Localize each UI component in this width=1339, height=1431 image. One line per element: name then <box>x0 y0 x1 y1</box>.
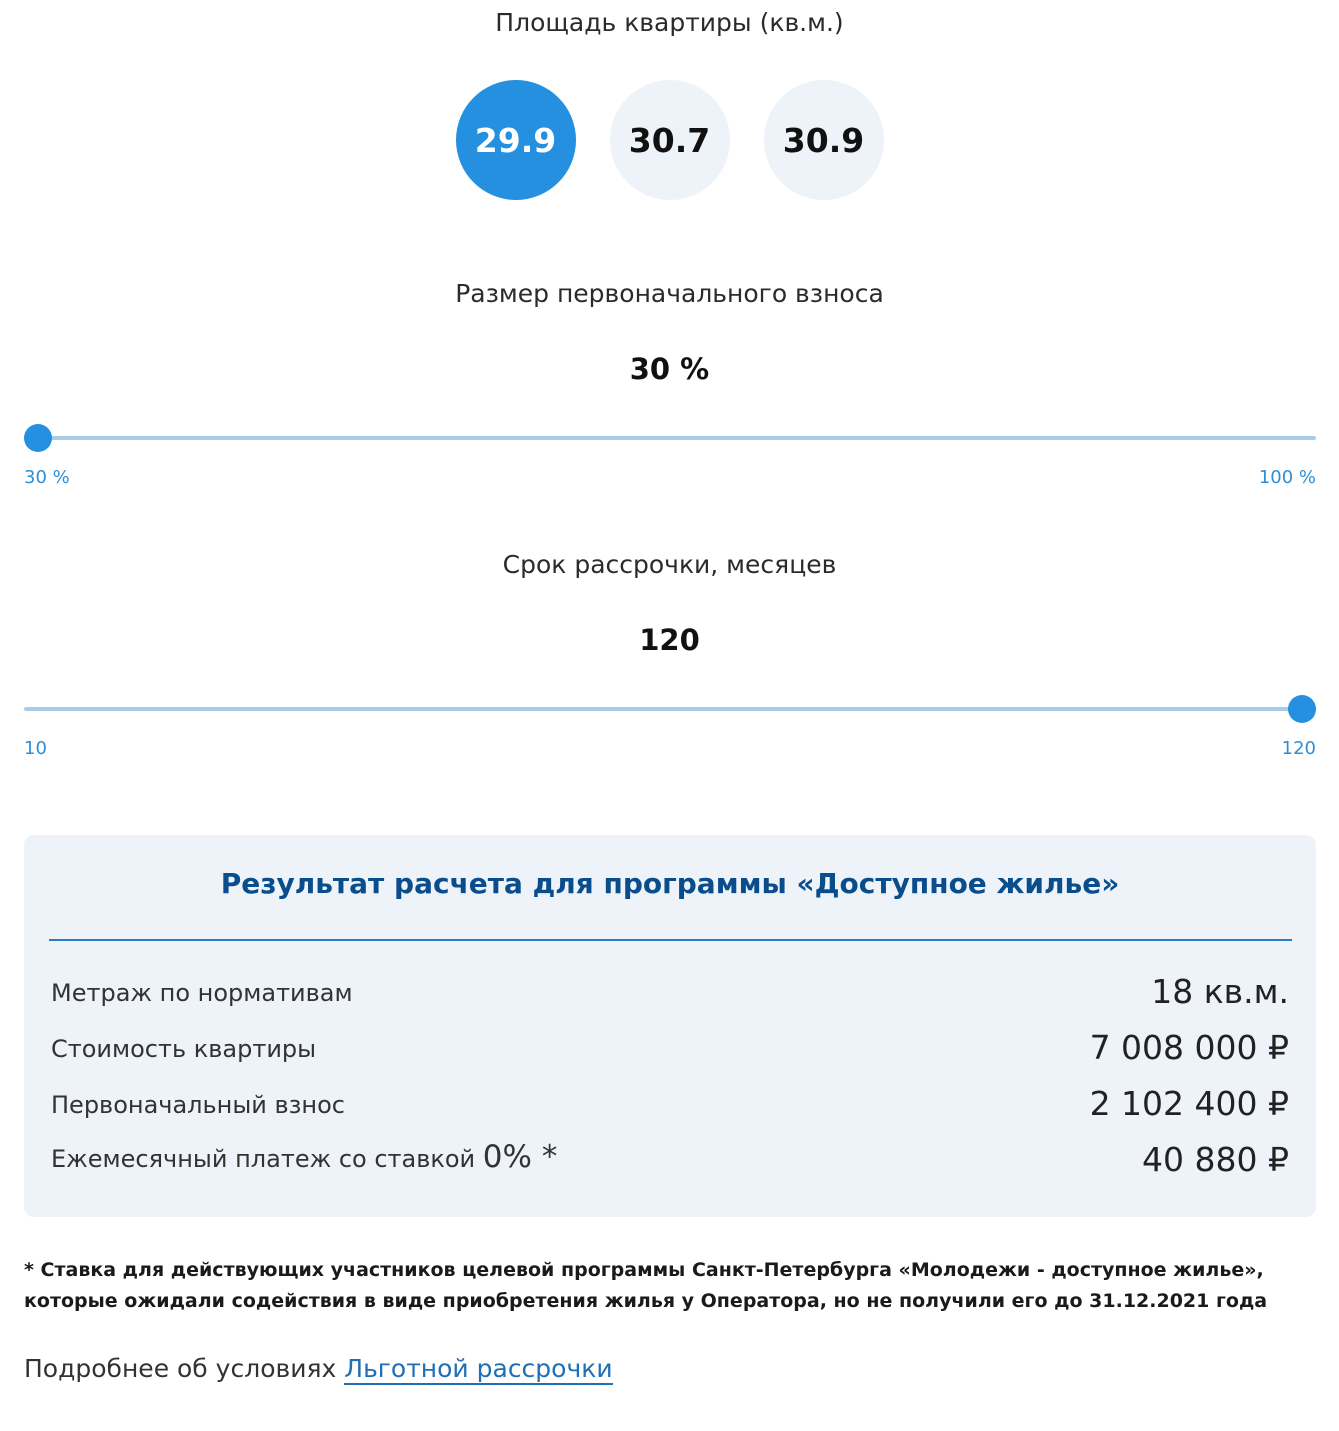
down-payment-slider-track[interactable] <box>24 436 1316 440</box>
installment-conditions-link[interactable]: Льготной рассрочки <box>344 1354 613 1383</box>
down-payment-slider[interactable] <box>24 423 1316 488</box>
more-info <box>24 1354 613 1383</box>
area-title: Площадь квартиры (кв.м.) <box>495 8 844 37</box>
result-row-norm-area <box>51 969 1289 1013</box>
result-row-down-payment <box>51 1081 1289 1125</box>
term-title: Срок рассрочки, месяцев <box>502 550 837 579</box>
down-payment-title: Размер первоначального взноса <box>455 279 884 308</box>
result-label-monthly-payment: Ежемесячный платеж со ставкой 0% * <box>51 1139 558 1175</box>
down-payment-max-label: 100 % <box>1258 467 1316 488</box>
result-panel <box>24 835 1316 1217</box>
result-row-monthly-payment <box>51 1137 1289 1181</box>
area-option-3[interactable]: 30.9 <box>764 80 884 200</box>
rate-label: 0% * <box>482 1139 558 1175</box>
result-label-norm-area: Метраж по нормативам <box>51 979 353 1007</box>
footnote <box>24 1255 1314 1317</box>
area-option-1[interactable]: 29.9 <box>456 80 576 200</box>
area-options <box>0 80 1339 200</box>
term-min-label: 10 <box>24 738 47 759</box>
term-value: 120 <box>639 623 700 657</box>
result-value-down-payment: 2 102 400 ₽ <box>1089 1084 1289 1123</box>
result-divider <box>49 939 1292 941</box>
result-value-monthly-payment: 40 880 ₽ <box>1142 1140 1289 1179</box>
down-payment-value: 30 % <box>629 352 710 386</box>
footnote-line-2: которые ожидали содействия в виде приобретения жилья у Оператора, но не получили его до 31.12.2021 года <box>24 1290 1268 1312</box>
result-row-apartment-cost <box>51 1025 1289 1069</box>
term-slider-thumb[interactable] <box>1288 695 1316 723</box>
result-value-apartment-cost: 7 008 000 ₽ <box>1089 1028 1289 1067</box>
more-info-prefix: Подробнее об условиях <box>24 1354 345 1383</box>
term-slider[interactable] <box>24 694 1316 759</box>
term-slider-track[interactable] <box>24 707 1316 711</box>
down-payment-min-label: 30 % <box>24 467 70 488</box>
result-label-down-payment: Первоначальный взнос <box>51 1091 345 1119</box>
result-label-apartment-cost: Стоимость квартиры <box>51 1035 317 1063</box>
term-max-label: 120 <box>1281 738 1316 759</box>
result-title: Результат расчета для программы «Доступное жилье» <box>220 867 1120 900</box>
area-option-2[interactable]: 30.7 <box>610 80 730 200</box>
footnote-line-1: * Ставка для действующих участников целевой программы Санкт-Петербурга «Молодежи - доступное жилье», <box>24 1259 1264 1281</box>
down-payment-slider-thumb[interactable] <box>24 424 52 452</box>
result-value-norm-area: 18 кв.м. <box>1151 972 1289 1011</box>
